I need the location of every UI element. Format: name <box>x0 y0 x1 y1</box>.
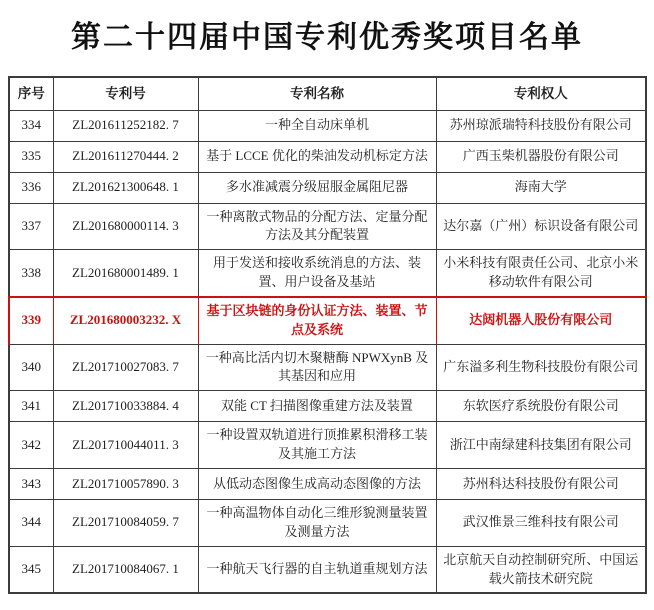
cell-patent-owner: 达闼机器人股份有限公司 <box>436 297 646 344</box>
cell-patent-owner: 苏州科达科技股份有限公司 <box>436 469 646 500</box>
cell-serial-no: 334 <box>9 110 53 141</box>
table-row <box>9 172 646 203</box>
cell-serial-no: 339 <box>9 297 53 344</box>
table-row <box>9 546 646 593</box>
cell-patent-name: 一种离散式物品的分配方法、定量分配方法及其分配装置 <box>198 203 436 250</box>
cell-patent-name: 基于区块链的身份认证方法、装置、节点及系统 <box>198 297 436 344</box>
table-row <box>9 141 646 172</box>
patents-table <box>8 76 647 594</box>
cell-patent-no: ZL201621300648. 1 <box>53 172 198 203</box>
cell-patent-name: 双能 CT 扫描图像重建方法及装置 <box>198 391 436 422</box>
cell-patent-name: 一种高比活内切木聚糖酶 NPWXynB 及其基因和应用 <box>198 344 436 391</box>
cell-serial-no: 345 <box>9 546 53 593</box>
cell-patent-owner: 广西玉柴机器股份有限公司 <box>436 141 646 172</box>
col-header-serial-no: 序号 <box>9 77 53 110</box>
cell-serial-no: 335 <box>9 141 53 172</box>
cell-patent-owner: 苏州琼派瑞特科技股份有限公司 <box>436 110 646 141</box>
table-row <box>9 469 646 500</box>
cell-serial-no: 338 <box>9 250 53 297</box>
cell-patent-name: 基于 LCCE 优化的柴油发动机标定方法 <box>198 141 436 172</box>
cell-patent-name: 一种高温物体自动化三维形貌测量装置及测量方法 <box>198 500 436 547</box>
col-header-patent-no: 专利号 <box>53 77 198 110</box>
table-header-row <box>9 77 646 110</box>
cell-patent-owner: 武汉惟景三维科技有限公司 <box>436 500 646 547</box>
cell-patent-name: 用于发送和接收系统消息的方法、装置、用户设备及基站 <box>198 250 436 297</box>
cell-patent-owner: 北京航天自动控制研究所、中国运载火箭技术研究院 <box>436 546 646 593</box>
cell-patent-name: 从低动态图像生成高动态图像的方法 <box>198 469 436 500</box>
cell-patent-name: 一种航天飞行器的自主轨道重规划方法 <box>198 546 436 593</box>
cell-patent-owner: 海南大学 <box>436 172 646 203</box>
cell-patent-owner: 东软医疗系统股份有限公司 <box>436 391 646 422</box>
col-header-patent-owner: 专利权人 <box>436 77 646 110</box>
page-title: 第二十四届中国专利优秀奖项目名单 <box>71 21 583 54</box>
cell-patent-no: ZL201611252182. 7 <box>53 110 198 141</box>
cell-serial-no: 340 <box>9 344 53 391</box>
table-row <box>9 250 646 297</box>
cell-patent-owner: 浙江中南绿建科技集团有限公司 <box>436 422 646 469</box>
patents-table-body <box>9 110 646 593</box>
cell-patent-no: ZL201710044011. 3 <box>53 422 198 469</box>
cell-patent-name: 一种全自动床单机 <box>198 110 436 141</box>
cell-serial-no: 336 <box>9 172 53 203</box>
table-row <box>9 391 646 422</box>
cell-patent-no: ZL201680003232. X <box>53 297 198 344</box>
cell-patent-no: ZL201710027083. 7 <box>53 344 198 391</box>
cell-patent-owner: 小米科技有限责任公司、北京小米移动软件有限公司 <box>436 250 646 297</box>
cell-serial-no: 343 <box>9 469 53 500</box>
table-row <box>9 110 646 141</box>
table-row <box>9 422 646 469</box>
cell-patent-owner: 广东溢多利生物科技股份有限公司 <box>436 344 646 391</box>
table-row <box>9 297 646 344</box>
col-header-patent-name: 专利名称 <box>198 77 436 110</box>
cell-patent-no: ZL201710057890. 3 <box>53 469 198 500</box>
cell-patent-no: ZL201680000114. 3 <box>53 203 198 250</box>
table-row <box>9 344 646 391</box>
cell-serial-no: 344 <box>9 500 53 547</box>
cell-patent-no: ZL201710084059. 7 <box>53 500 198 547</box>
table-row <box>9 500 646 547</box>
cell-patent-name: 多水准减震分级屈服金属阻尼器 <box>198 172 436 203</box>
cell-serial-no: 342 <box>9 422 53 469</box>
cell-patent-no: ZL201710033884. 4 <box>53 391 198 422</box>
cell-serial-no: 341 <box>9 391 53 422</box>
cell-patent-no: ZL201710084067. 1 <box>53 546 198 593</box>
cell-patent-name: 一种设置双轨道进行顶推累积滑移工装及其施工方法 <box>198 422 436 469</box>
cell-patent-owner: 达尔嘉（广州）标识设备有限公司 <box>436 203 646 250</box>
table-row <box>9 203 646 250</box>
cell-patent-no: ZL201611270444. 2 <box>53 141 198 172</box>
cell-serial-no: 337 <box>9 203 53 250</box>
cell-patent-no: ZL201680001489. 1 <box>53 250 198 297</box>
